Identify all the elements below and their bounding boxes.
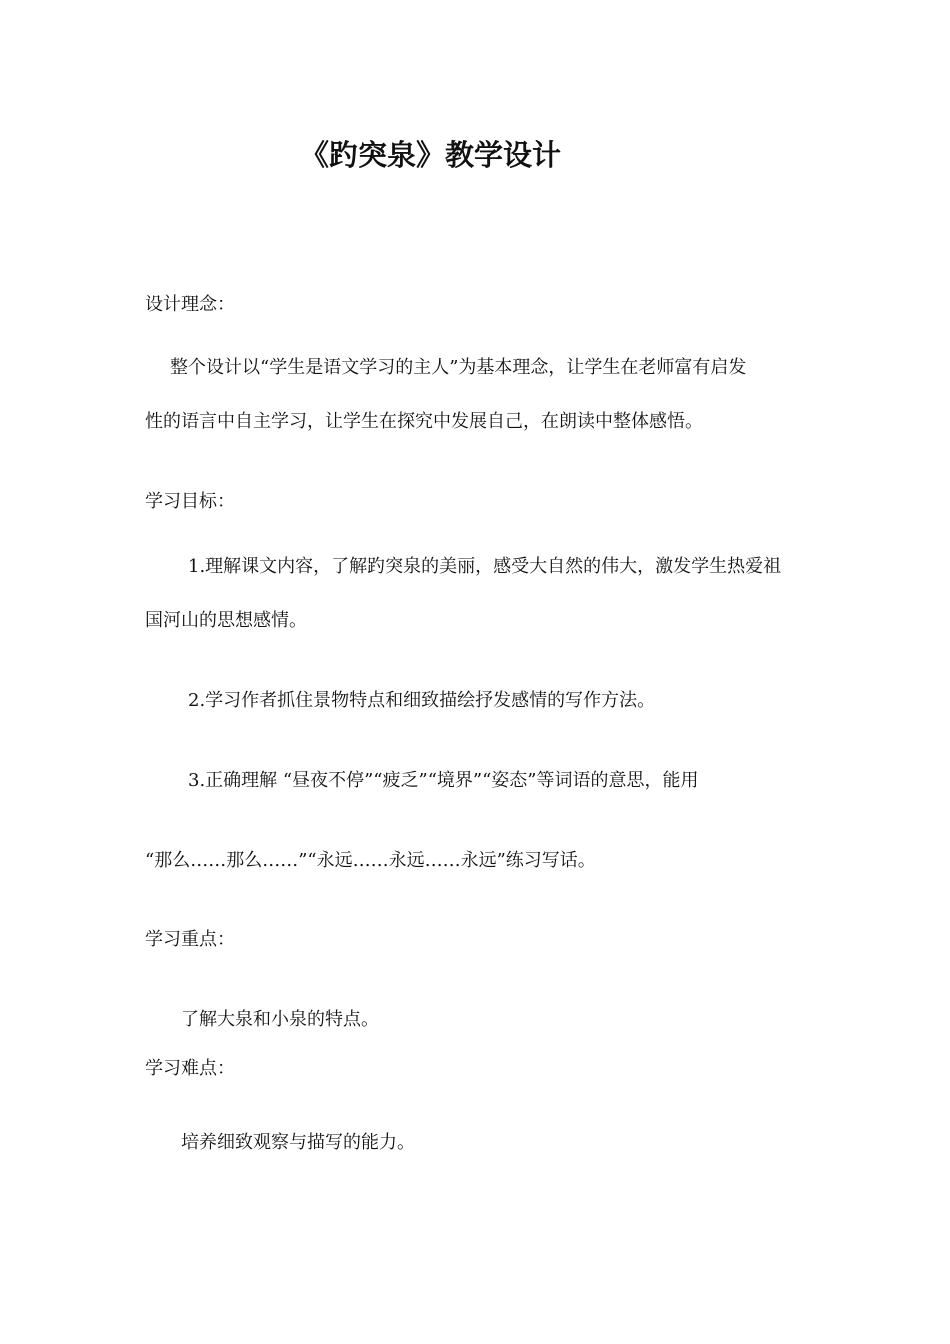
section-heading-learning-goals: 学习目标： [145, 491, 235, 512]
section-heading-design-concept: 设计理念： [145, 294, 235, 315]
paragraph-line: “那么……那么……”“永远……永远……永远”练习写话。 [145, 850, 596, 871]
section-heading-key-points: 学习重点： [145, 929, 235, 950]
paragraph-line: 性的语言中自主学习，让学生在探究中发展自己，在朗读中整体感悟。 [145, 411, 703, 432]
section-heading-difficulties: 学习难点： [145, 1058, 235, 1079]
paragraph-line: 了解大泉和小泉的特点。 [181, 1009, 379, 1030]
paragraph-line: 培养细致观察与描写的能力。 [181, 1132, 415, 1153]
paragraph-line: 3.正确理解 “昼夜不停”“疲乏”“境界”“姿态”等词语的意思，能用 [188, 770, 699, 791]
paragraph-line: 整个设计以“学生是语文学习的主人”为基本理念，让学生在老师富有启发 [170, 357, 747, 378]
paragraph-line: 国河山的思想感情。 [145, 610, 307, 631]
document-title: 《趵突泉》教学设计 [300, 138, 562, 172]
paragraph-line: 1.理解课文内容，了解趵突泉的美丽，感受大自然的伟大，激发学生热爱祖 [188, 556, 782, 577]
paragraph-line: 2.学习作者抓住景物特点和细致描绘抒发感情的写作方法。 [188, 690, 656, 711]
